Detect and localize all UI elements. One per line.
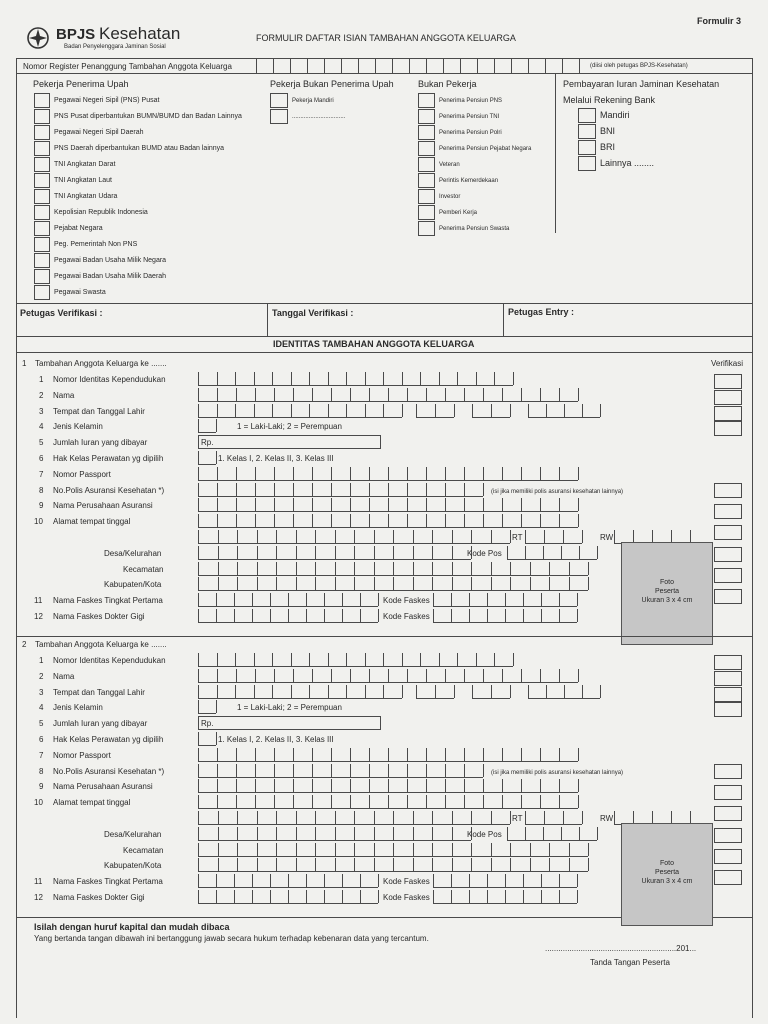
entry-officer-label: Petugas Entry : xyxy=(508,307,575,317)
kode-faskes-label: Kode Faskes xyxy=(383,596,430,606)
address-desa-input[interactable] xyxy=(198,827,598,841)
bpjs-logo xyxy=(26,24,246,54)
field-input-3[interactable] xyxy=(198,404,698,418)
field-input-10[interactable] xyxy=(198,795,698,809)
field-number: 6 xyxy=(39,454,44,463)
checkbox-bank-3[interactable] xyxy=(578,156,596,171)
verify-box[interactable] xyxy=(714,504,742,519)
verify-box[interactable] xyxy=(714,785,742,800)
faskes-name-input-11[interactable] xyxy=(198,593,378,607)
form-title: FORMULIR DAFTAR ISIAN TAMBAHAN ANGGOTA KELUARGA xyxy=(256,33,516,43)
register-note: (diisi oleh petugas BPJS-Kesehatan) xyxy=(590,63,688,69)
verify-box[interactable] xyxy=(714,589,742,604)
checkbox-col2-0[interactable] xyxy=(270,93,288,108)
photo-line2: Peserta xyxy=(654,588,680,595)
verify-box[interactable] xyxy=(714,655,742,670)
field-label: Nomor Passport xyxy=(53,469,111,479)
checkbox-col3-4[interactable] xyxy=(418,157,435,172)
col3-item-label: Pemberi Kerja xyxy=(439,210,478,216)
faskes-name-input-11[interactable] xyxy=(198,874,378,888)
faskes-label: Nama Faskes Tingkat Pertama xyxy=(53,877,163,887)
field-label: Nomor Passport xyxy=(53,750,111,760)
col3-item-label: Investor xyxy=(439,194,461,200)
field-number: 4 xyxy=(39,703,44,713)
verifikasi-label: Verifikasi xyxy=(711,359,744,368)
faskes-name-input-12[interactable] xyxy=(198,609,378,623)
verifier-label: Petugas Verifikasi : xyxy=(20,308,103,318)
logo-emblem-icon xyxy=(26,26,50,50)
col3-item-label: Penerima Pensiun Pejabat Negara xyxy=(439,146,532,152)
verify-box[interactable] xyxy=(714,702,742,717)
col1-title: Pekerja Penerima Upah xyxy=(33,79,129,89)
checkbox-col3-6[interactable] xyxy=(418,189,435,204)
kode-faskes-label: Kode Faskes xyxy=(383,612,430,621)
col3-item-label: Veteran xyxy=(439,162,460,168)
bank-item-label: Mandiri xyxy=(600,110,630,120)
kode-faskes-label: Kode Faskes xyxy=(383,877,430,887)
field-number: 2 xyxy=(39,390,44,400)
field-number: 7 xyxy=(39,750,44,760)
footer-statement: Yang bertanda tangan dibawah ini bertanggung jawab secara hukum terhadap kebenaran data yang tercantum. xyxy=(34,934,429,943)
field-input-9[interactable] xyxy=(198,498,698,512)
field-number: 5 xyxy=(39,438,44,448)
address-kabupaten-input[interactable] xyxy=(198,858,598,872)
checkbox-col3-5[interactable] xyxy=(418,173,435,188)
field-input-7[interactable] xyxy=(198,467,698,481)
checkbox-bank-0[interactable] xyxy=(578,108,596,123)
col1-item-label: Peg. Pemerintah Non PNS xyxy=(54,241,138,248)
checkbox-col1-8[interactable] xyxy=(34,221,50,236)
field-number: 1 xyxy=(39,375,44,384)
field-input-5[interactable] xyxy=(198,435,698,449)
form-number: Formulir 3 xyxy=(697,16,742,26)
address-desa-label: Desa/Kelurahan xyxy=(104,548,162,558)
verify-box[interactable] xyxy=(714,764,742,779)
field-number: 6 xyxy=(39,735,44,744)
address-desa-input[interactable] xyxy=(198,546,598,560)
verify-box[interactable] xyxy=(714,525,742,540)
checkbox-col3-8[interactable] xyxy=(418,221,435,236)
bank-item-label: BRI xyxy=(600,142,616,152)
member-number: 2 xyxy=(22,640,27,649)
member-title: Tambahan Anggota Keluarga ke ....... xyxy=(35,640,167,649)
address-kabupaten-input[interactable] xyxy=(198,577,598,591)
kodepos-label: Kode Pos xyxy=(467,548,502,558)
col3-item-label: Penerima Pensiun Polri xyxy=(439,130,502,136)
checkbox-bank-2[interactable] xyxy=(578,140,596,155)
col3-item-label: Penerima Pensiun TNI xyxy=(439,114,500,120)
field-number: 10 xyxy=(34,798,43,808)
faskes-label: Nama Faskes Dokter Gigi xyxy=(53,893,145,902)
col2-item-label: ................................ xyxy=(292,114,346,120)
field-input-1[interactable] xyxy=(198,372,698,386)
col3-item-label: Perintis Kemerdekaan xyxy=(439,178,499,184)
checkbox-bank-1[interactable] xyxy=(578,124,596,139)
polis-hint: (isi jika memiliki polis asuransi kesehatan lainnya) xyxy=(491,488,624,495)
verify-box[interactable] xyxy=(714,687,742,702)
checkbox-col1-2[interactable] xyxy=(34,125,50,140)
checkbox-col1-9[interactable] xyxy=(34,237,50,252)
col1-item-label: Kepolisian Republik Indonesia xyxy=(54,209,148,216)
rt-label: RT xyxy=(512,533,523,542)
col1-item-label: Pegawai Negeri Sipil (PNS) Pusat xyxy=(54,97,160,104)
gender-hint: 1 = Laki-Laki; 2 = Perempuan xyxy=(237,703,342,713)
address-kecamatan-input[interactable] xyxy=(198,843,598,857)
field-number: 7 xyxy=(39,469,44,479)
class-hint: 1. Kelas I, 2. Kelas II, 3. Kelas III xyxy=(218,454,334,463)
checkbox-col3-3[interactable] xyxy=(418,141,435,156)
verify-box[interactable] xyxy=(714,806,742,821)
verify-box[interactable] xyxy=(714,374,742,389)
field-label: Nomor Identitas Kependudukan xyxy=(53,656,166,665)
rt-label: RT xyxy=(512,814,523,823)
field-label: Tempat dan Tanggal Lahir xyxy=(53,687,145,697)
field-label: Alamat tempat tinggal xyxy=(53,517,131,527)
faskes-number: 12 xyxy=(34,893,43,902)
field-input-9[interactable] xyxy=(198,779,698,793)
col1-item-label: TNI Angkatan Udara xyxy=(54,193,118,200)
checkbox-col1-4[interactable] xyxy=(34,157,50,172)
photo-line3: Ukuran 3 x 4 cm xyxy=(641,597,693,604)
kode-faskes-label: Kode Faskes xyxy=(383,893,430,902)
col1-item-label: Pegawai Badan Usaha Milik Daerah xyxy=(54,273,167,280)
checkbox-col1-12[interactable] xyxy=(34,285,50,300)
field-number: 8 xyxy=(39,766,44,776)
verify-box[interactable] xyxy=(714,870,742,885)
field-label: Hak Kelas Perawatan yg dipilih xyxy=(53,735,164,744)
gender-hint: 1 = Laki-Laki; 2 = Perempuan xyxy=(237,422,342,432)
address-desa-label: Desa/Kelurahan xyxy=(104,829,162,839)
photo-placeholder[interactable] xyxy=(621,823,713,926)
address-kecamatan-label: Kecamatan xyxy=(123,845,164,855)
faskes-name-input-12[interactable] xyxy=(198,890,378,904)
verify-box[interactable] xyxy=(714,483,742,498)
address-kabupaten-label: Kabupaten/Kota xyxy=(104,861,162,871)
field-number: 9 xyxy=(39,782,44,792)
field-number: 3 xyxy=(39,687,44,697)
polis-hint: (isi jika memiliki polis asuransi kesehatan lainnya) xyxy=(491,769,624,776)
member-number: 1 xyxy=(22,359,27,368)
field-label: Nama xyxy=(53,390,75,400)
field-number: 3 xyxy=(39,406,44,416)
checkbox-col1-3[interactable] xyxy=(34,141,50,156)
field-label: No.Polis Asuransi Kesehatan *) xyxy=(53,485,165,495)
col4-title-1: Pembayaran Iuran Jaminan Kesehatan xyxy=(563,79,720,89)
checkbox-col3-7[interactable] xyxy=(418,205,435,220)
field-number: 8 xyxy=(39,485,44,495)
verify-box[interactable] xyxy=(714,390,742,405)
field-label: Nama Perusahaan Asuransi xyxy=(53,782,153,792)
checkbox-col3-1[interactable] xyxy=(418,109,435,124)
verify-box[interactable] xyxy=(714,849,742,864)
field-input-3[interactable] xyxy=(198,685,698,699)
verify-date-label: Tanggal Verifikasi : xyxy=(272,308,354,318)
faskes-number: 12 xyxy=(34,612,43,621)
field-number: 2 xyxy=(39,671,44,681)
field-label: Nomor Identitas Kependudukan xyxy=(53,375,166,384)
field-input-2[interactable] xyxy=(198,388,698,402)
checkbox-col1-5[interactable] xyxy=(34,173,50,188)
field-label: Hak Kelas Perawatan yg dipilih xyxy=(53,454,164,463)
verify-box[interactable] xyxy=(714,828,742,843)
identity-title: IDENTITAS TAMBAHAN ANGGOTA KELUARGA xyxy=(273,339,475,349)
logo-text: BPJS xyxy=(56,26,96,43)
verify-box[interactable] xyxy=(714,406,742,421)
col2-item-label: Pekerja Mandiri xyxy=(292,98,334,104)
class-hint: 1. Kelas I, 2. Kelas II, 3. Kelas III xyxy=(218,735,334,744)
col1-item-label: PNS Daerah diperbantukan BUMD atau Badan lainnya xyxy=(54,145,225,152)
field-label: Jumlah Iuran yang dibayar xyxy=(53,438,148,448)
col2-title: Pekerja Bukan Penerima Upah xyxy=(270,79,394,89)
col1-item-label: Pegawai Badan Usaha Milik Negara xyxy=(54,257,167,264)
member-title: Tambahan Anggota Keluarga ke ....... xyxy=(35,359,167,368)
field-number: 1 xyxy=(39,656,44,665)
checkbox-col1-10[interactable] xyxy=(34,253,50,268)
bank-item-label: BNI xyxy=(600,126,616,136)
field-label: Tempat dan Tanggal Lahir xyxy=(53,406,145,416)
signature-label: Tanda Tangan Peserta xyxy=(590,958,670,967)
photo-line2: Peserta xyxy=(654,869,680,876)
faskes-label: Nama Faskes Tingkat Pertama xyxy=(53,596,163,606)
checkbox-col1-6[interactable] xyxy=(34,189,50,204)
photo-placeholder[interactable] xyxy=(621,542,713,645)
field-input-7[interactable] xyxy=(198,748,698,762)
rw-label: RW xyxy=(600,533,614,542)
field-label: Nama Perusahaan Asuransi xyxy=(53,501,153,511)
photo-line1: Foto xyxy=(659,860,674,867)
footer-instruction: Isilah dengan huruf kapital dan mudah dibaca xyxy=(34,922,230,932)
field-label: Jenis Kelamin xyxy=(53,703,103,713)
col1-item-label: Pegawai Negeri Sipil Daerah xyxy=(54,129,144,136)
col3-item-label: Penerima Pensiun PNS xyxy=(439,98,503,104)
field-input-10[interactable] xyxy=(198,514,698,528)
col1-item-label: Pegawai Swasta xyxy=(54,289,106,296)
col1-item-label: Pejabat Negara xyxy=(54,225,103,232)
field-number: 9 xyxy=(39,501,44,511)
field-number: 5 xyxy=(39,719,44,729)
checkbox-col3-2[interactable] xyxy=(418,125,435,140)
address-kabupaten-label: Kabupaten/Kota xyxy=(104,580,162,590)
faskes-number: 11 xyxy=(34,596,43,606)
col4-title-2: Melalui Rekening Bank xyxy=(563,95,656,105)
field-input-5[interactable] xyxy=(198,716,698,730)
faskes-number: 11 xyxy=(34,877,43,887)
rp-label: Rp. xyxy=(201,438,214,448)
field-input-1[interactable] xyxy=(198,653,698,667)
col3-item-label: Penerima Pensiun Swasta xyxy=(439,226,510,232)
verify-box[interactable] xyxy=(714,671,742,686)
field-label: Nama xyxy=(53,671,75,681)
photo-line1: Foto xyxy=(659,579,674,586)
field-input-2[interactable] xyxy=(198,669,698,683)
field-number: 4 xyxy=(39,422,44,432)
checkbox-col1-0[interactable] xyxy=(34,93,50,108)
register-label: Nomor Register Penanggung Tambahan Anggota Keluarga xyxy=(23,62,232,71)
field-label: No.Polis Asuransi Kesehatan *) xyxy=(53,766,165,776)
verify-box[interactable] xyxy=(714,547,742,562)
kodepos-label: Kode Pos xyxy=(467,829,502,839)
verify-box[interactable] xyxy=(714,421,742,436)
checkbox-col2-1[interactable] xyxy=(270,109,288,124)
address-kecamatan-input[interactable] xyxy=(198,562,598,576)
checkbox-col1-1[interactable] xyxy=(34,109,50,124)
col1-item-label: PNS Pusat diperbantukan BUMN/BUMD dan Badan Lainnya xyxy=(54,113,242,120)
rp-label: Rp. xyxy=(201,719,214,729)
field-number: 10 xyxy=(34,517,43,527)
field-label: Jenis Kelamin xyxy=(53,422,103,432)
col1-item-label: TNI Angkatan Laut xyxy=(54,177,112,184)
register-number-input[interactable] xyxy=(256,59,578,73)
address-kecamatan-label: Kecamatan xyxy=(123,564,164,574)
photo-line3: Ukuran 3 x 4 cm xyxy=(641,878,693,885)
checkbox-col1-11[interactable] xyxy=(34,269,50,284)
signature-date-line[interactable]: ...........................................................201... xyxy=(545,944,697,953)
checkbox-col3-0[interactable] xyxy=(418,93,435,108)
verify-box[interactable] xyxy=(714,568,742,583)
logo-tagline: Badan Penyelenggara Jaminan Sosial xyxy=(64,44,166,50)
rw-label: RW xyxy=(600,814,614,823)
bank-item-label: Lainnya ........ xyxy=(600,158,655,168)
col1-item-label: TNI Angkatan Darat xyxy=(54,161,116,168)
field-label: Jumlah Iuran yang dibayar xyxy=(53,719,148,729)
checkbox-col1-7[interactable] xyxy=(34,205,50,220)
field-label: Alamat tempat tinggal xyxy=(53,798,131,808)
col3-title: Bukan Pekerja xyxy=(418,79,477,89)
faskes-label: Nama Faskes Dokter Gigi xyxy=(53,612,145,621)
logo-subtext: Kesehatan xyxy=(99,24,181,43)
